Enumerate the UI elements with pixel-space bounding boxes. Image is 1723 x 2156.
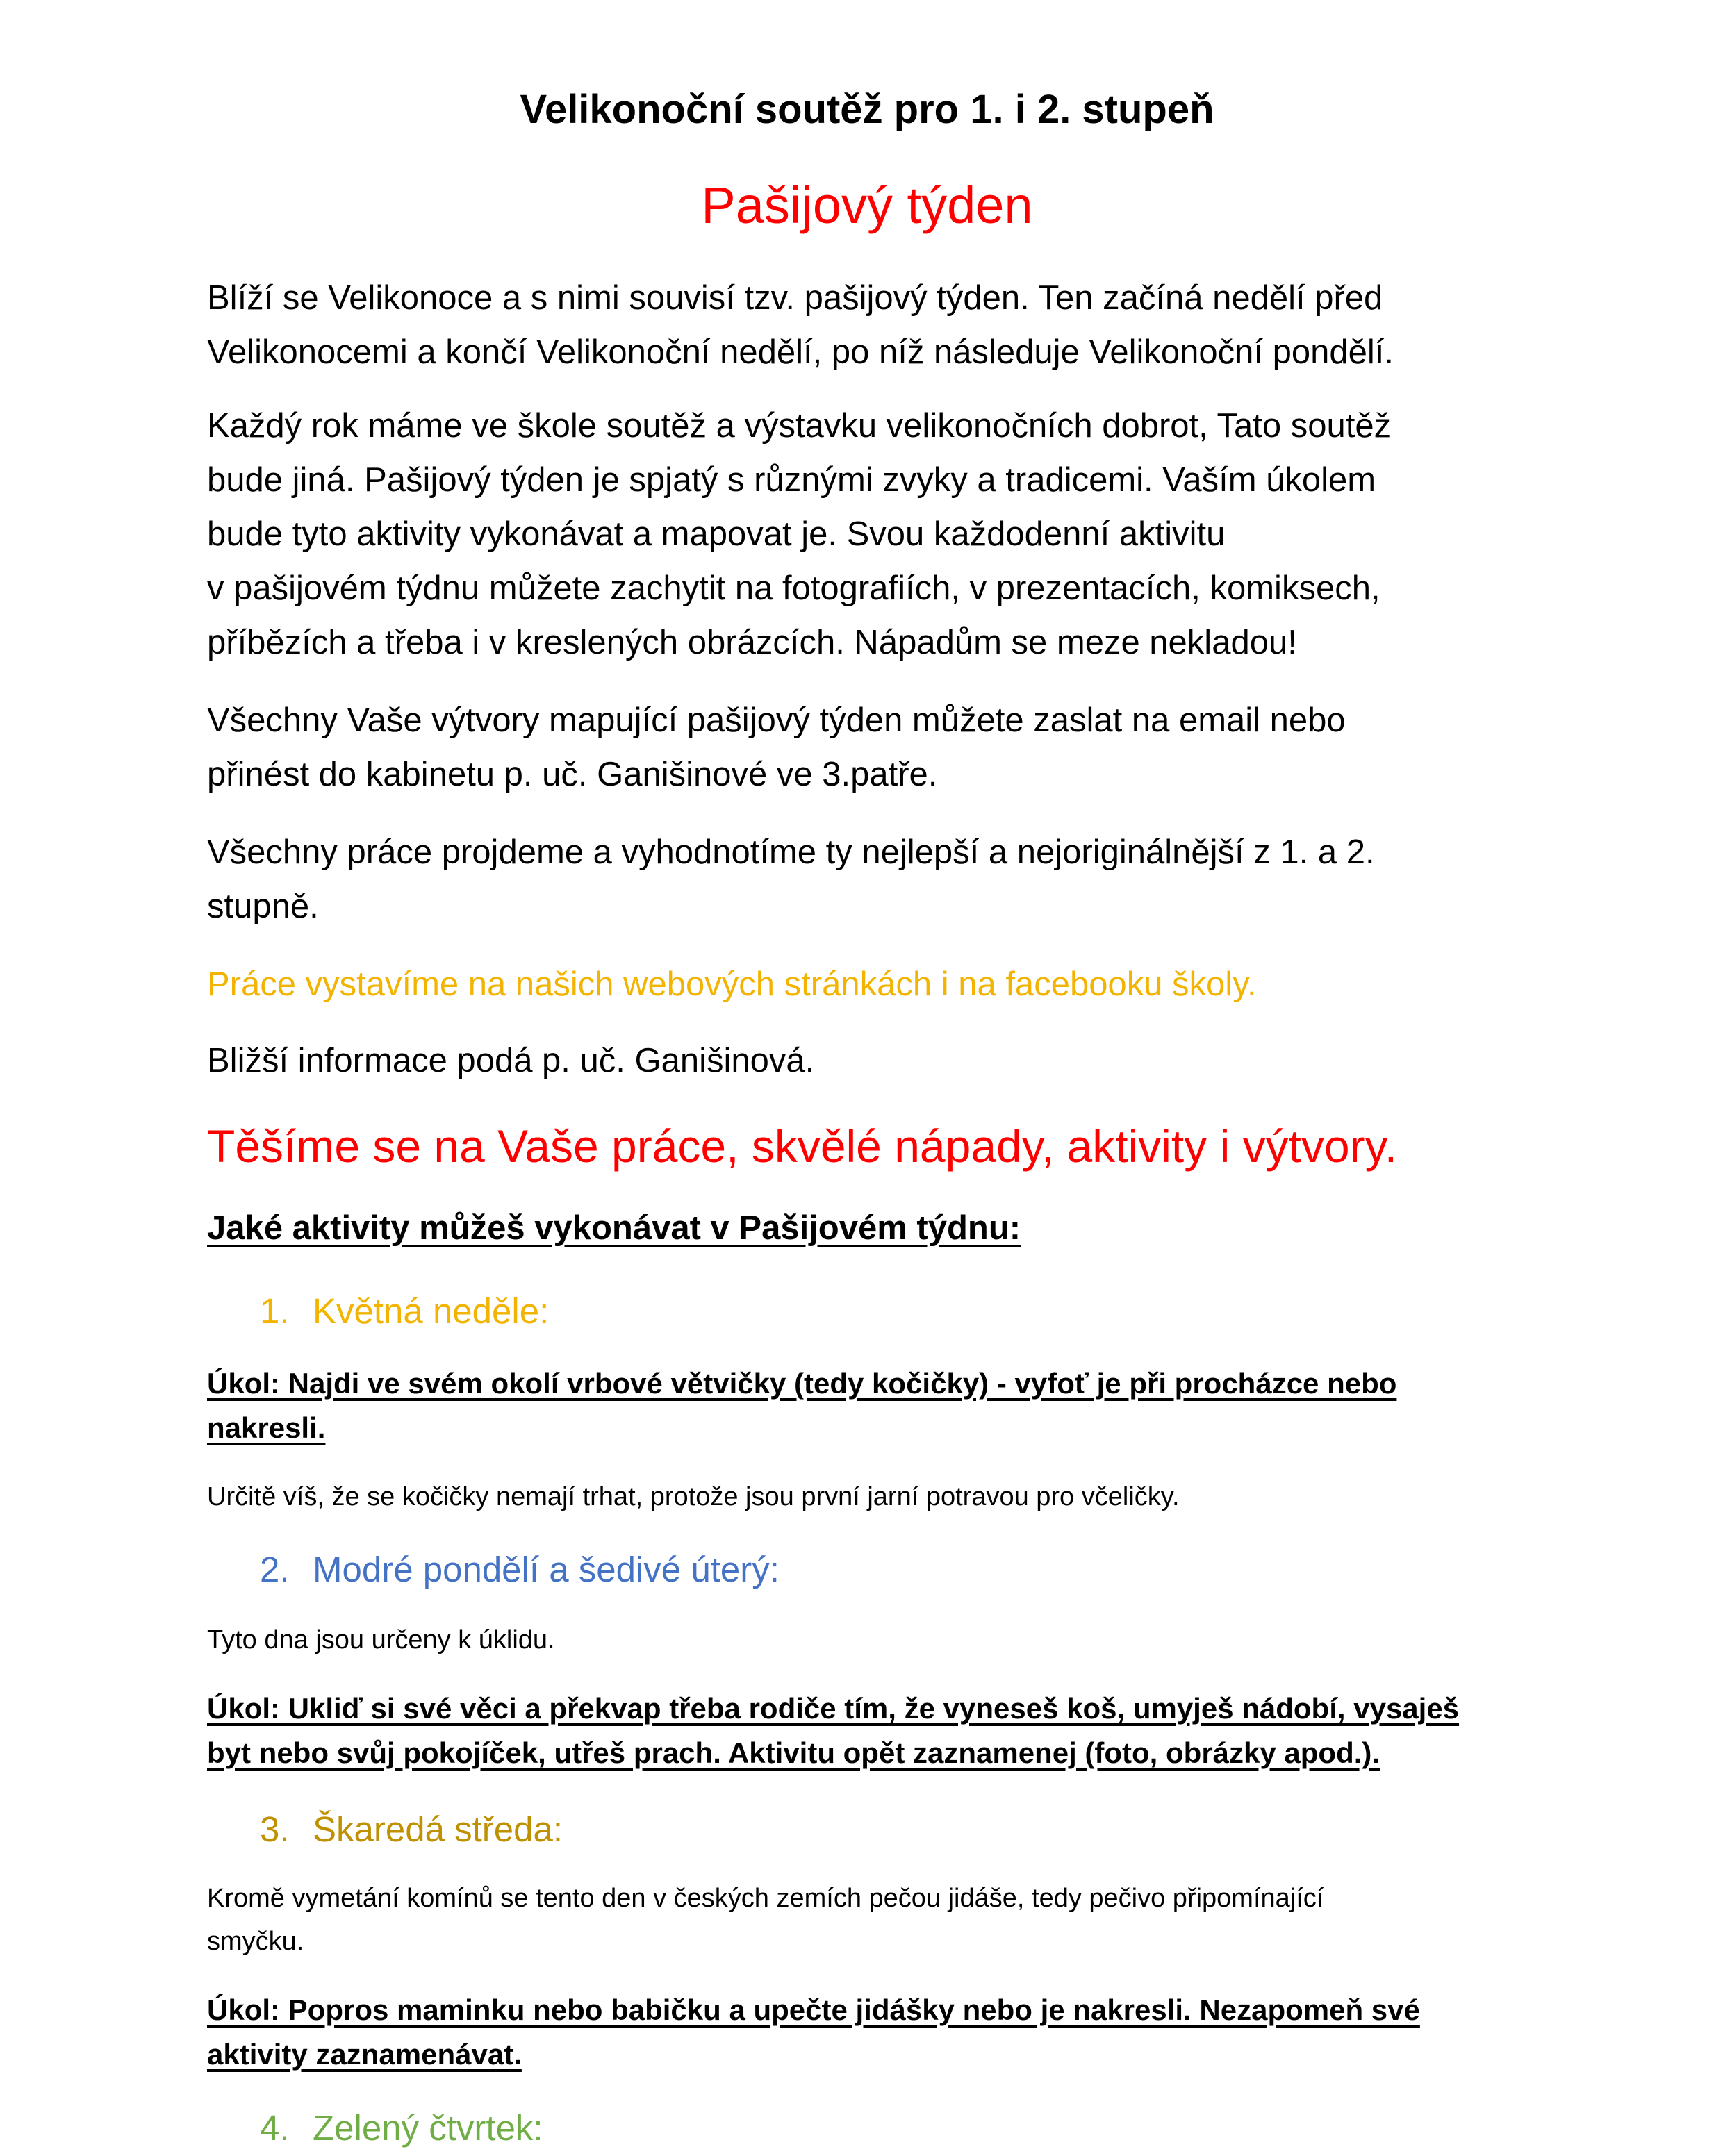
text-line: Velikonocemi a končí Velikonoční nedělí, po níž následuje Velikonoční pondělí. bbox=[207, 333, 1394, 371]
text-line: Bližší informace podá p. uč. Ganišinová. bbox=[207, 1042, 815, 1079]
list-item-1-heading bbox=[260, 1284, 549, 1339]
list-number: 3. bbox=[260, 1809, 290, 1849]
list-item-3-task bbox=[207, 1988, 1420, 2077]
list-item-4-heading bbox=[260, 2100, 543, 2156]
list-item-title: Květná neděle: bbox=[313, 1291, 550, 1331]
text-line: Všechny Vaše výtvory mapující pašijový týden můžete zaslat na email nebo bbox=[207, 702, 1346, 739]
list-item-1-note bbox=[207, 1475, 1180, 1518]
list-item-title: Zelený čtvrtek: bbox=[313, 2108, 543, 2148]
list-item-3-note bbox=[207, 1877, 1324, 1963]
list-item-2-task bbox=[207, 1686, 1459, 1775]
list-number: 1. bbox=[260, 1291, 290, 1331]
document-subtitle: Pašijový týden bbox=[701, 176, 1033, 234]
intro-paragraph-6 bbox=[207, 1034, 1527, 1088]
list-number: 2. bbox=[260, 1550, 290, 1589]
intro-paragraph-5 bbox=[207, 957, 1527, 1011]
task-line: Úkol: Ukliď si své věci a překvap třeba rodiče tím, že vyneseš koš, umyješ nádobí, vysaješ bbox=[207, 1692, 1460, 1725]
task-line: Úkol: Najdi ve svém okolí vrbové větvičky (tedy kočičky) - vyfoť je při procházce nebo bbox=[207, 1367, 1397, 1400]
document-title: Velikonoční soutěž pro 1. i 2. stupeň bbox=[520, 87, 1214, 132]
task-line: Úkol: Popros maminku nebo babičku a upečte jidášky nebo je nakresli. Nezapomeň své bbox=[207, 1993, 1420, 2026]
note-line: smyčku. bbox=[207, 1927, 304, 1956]
task-line: nakresli. bbox=[207, 1411, 326, 1444]
closing-statement: Těšíme se na Vaše práce, skvělé nápady, aktivity i výtvory. bbox=[207, 1120, 1398, 1172]
note-line: Tyto dna jsou určeny k úklidu. bbox=[207, 1625, 555, 1655]
list-item-1-task bbox=[207, 1361, 1396, 1450]
text-line: Blíží se Velikonoce a s nimi souvisí tzv. pašijový týden. Ten začíná nedělí před bbox=[207, 279, 1383, 317]
activities-title: Jaké aktivity můžeš vykonávat v Pašijovém týdnu: bbox=[207, 1209, 1021, 1247]
note-line: Určitě víš, že se kočičky nemají trhat, protože jsou první jarní potravou pro včeličky. bbox=[207, 1482, 1180, 1511]
list-item-2-heading bbox=[260, 1542, 780, 1598]
list-item-title: Modré pondělí a šedivé úterý: bbox=[313, 1550, 780, 1589]
list-number: 4. bbox=[260, 2108, 290, 2148]
task-line: aktivity zaznamenávat. bbox=[207, 2038, 522, 2071]
text-line: v pašijovém týdnu můžete zachytit na fotografiích, v prezentacích, komiksech, bbox=[207, 570, 1380, 607]
text-line: bude tyto aktivity vykonávat a mapovat je. Svou každodenní aktivitu bbox=[207, 515, 1226, 553]
note-line: Kromě vymetání komínů se tento den v českých zemích pečou jidáše, tedy pečivo připomínající bbox=[207, 1884, 1324, 1913]
intro-paragraph-4 bbox=[207, 825, 1527, 934]
task-line: byt nebo svůj pokojíček, utřeš prach. Aktivitu opět zaznamenej (foto, obrázky apod.). bbox=[207, 1736, 1380, 1769]
text-line: přinést do kabinetu p. uč. Ganišinové ve 3.patře. bbox=[207, 756, 938, 793]
intro-paragraph-3 bbox=[207, 693, 1527, 802]
text-line: příbězích a třeba i v kreslených obrázcích. Nápadům se meze nekladou! bbox=[207, 624, 1297, 661]
list-item-2-note bbox=[207, 1618, 555, 1661]
text-line: Každý rok máme ve škole soutěž a výstavku velikonočních dobrot, Tato soutěž bbox=[207, 407, 1392, 445]
intro-paragraph-2 bbox=[207, 399, 1527, 670]
text-line: Práce vystavíme na našich webových stránkách i na facebooku školy. bbox=[207, 965, 1257, 1003]
text-line: Všechny práce projdeme a vyhodnotíme ty nejlepší a nejoriginálnější z 1. a 2. bbox=[207, 834, 1375, 871]
intro-paragraph-1 bbox=[207, 271, 1527, 379]
list-item-3-heading bbox=[260, 1802, 563, 1857]
text-line: bude jiná. Pašijový týden je spjatý s různými zvyky a tradicemi. Vaším úkolem bbox=[207, 461, 1376, 499]
text-line: stupně. bbox=[207, 888, 319, 925]
list-item-title: Škaredá středa: bbox=[313, 1809, 563, 1849]
